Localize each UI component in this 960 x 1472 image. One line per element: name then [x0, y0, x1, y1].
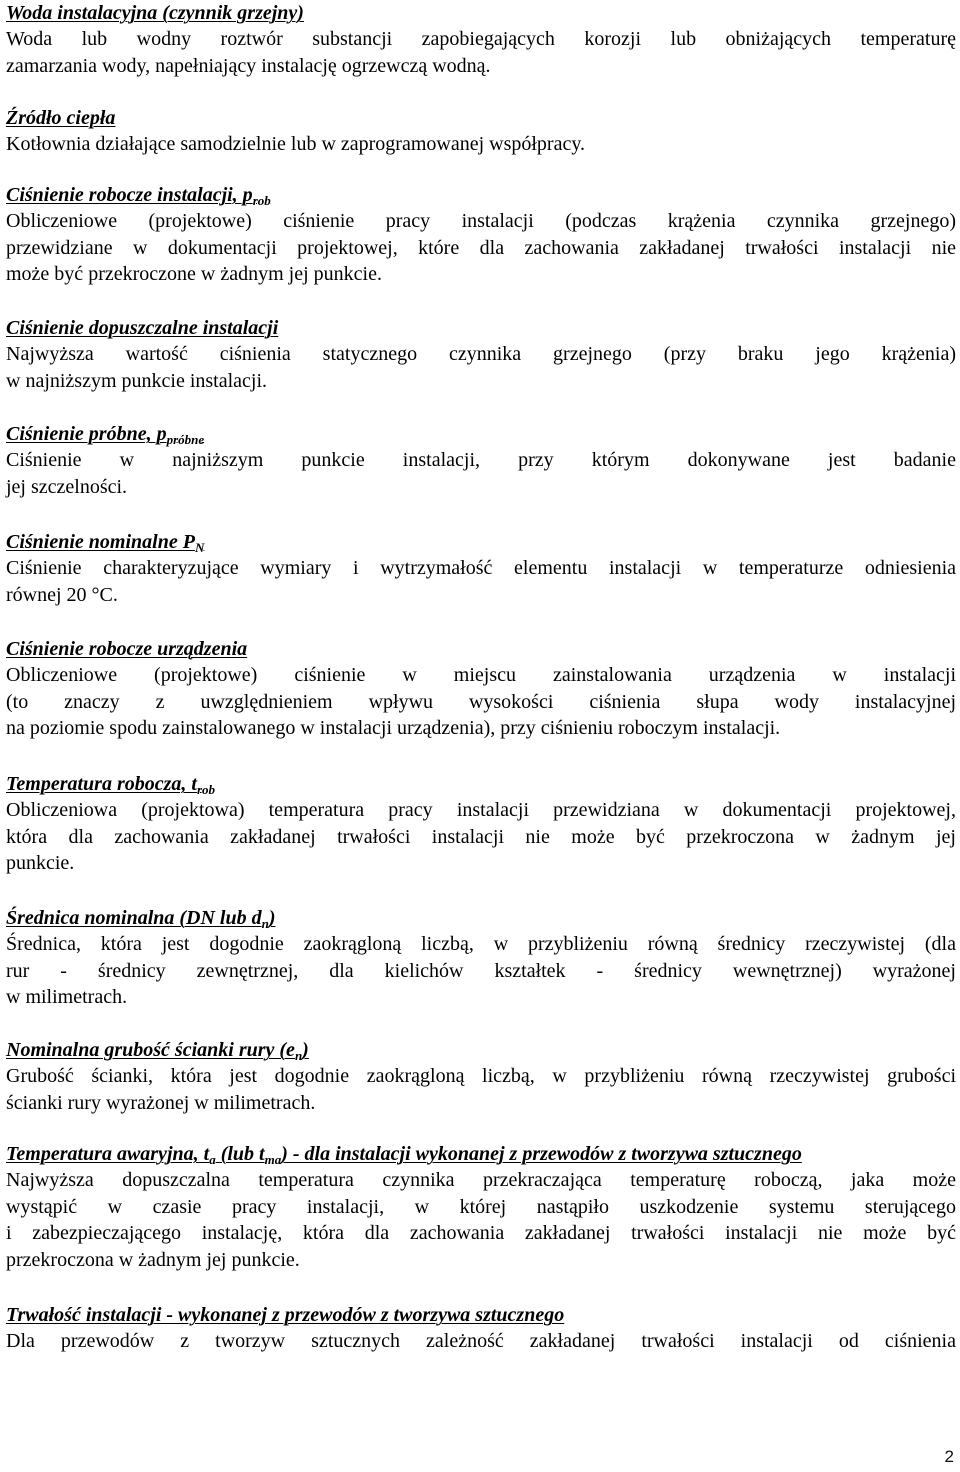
text-line: Ciśnienie charakteryzujące wymiary i wytrzymałość elementu instalacji w temperaturze odniesienia — [6, 557, 956, 579]
text-line: ścianki rury wyrażonej w milimetrach. — [6, 1091, 316, 1114]
text-line: w najniższym punkcie instalacji. — [6, 369, 268, 392]
text-line: zamarzania wody, napełniający instalację ogrzewczą wodną. — [6, 54, 491, 77]
definition-text — [6, 208, 956, 288]
definition-term: Ciśnienie dopuszczalne instalacji — [6, 317, 279, 339]
definition-text — [6, 931, 956, 1011]
definition-entry — [6, 0, 956, 79]
definition-term: Ciśnienie próbne, $p_{próbne}$ — [6, 423, 205, 447]
text-line: która dla zachowania zakładanej trwałości instalacji nie może być przekroczona w żadnym jej — [6, 825, 956, 848]
definition-term: Średnica nominalna (DN lub $d_n$) — [6, 907, 276, 931]
definition-text — [6, 447, 956, 500]
text-line: Grubość ścianki, która jest dogodnie zaokrągloną liczbą, w przybliżeniu równą rzeczywistej grubości — [6, 1065, 956, 1087]
definition-text — [6, 341, 956, 394]
definition-term: Ciśnienie robocze urządzenia — [6, 638, 248, 660]
text-line: (to znaczy z uwzględnieniem wpływu wysokości ciśnienia słupa wody instalacyjnej — [6, 690, 956, 713]
text-line: Woda lub wodny roztwór substancji zapobiegających korozji lub obniżających temperaturę — [6, 28, 956, 50]
definition-entry — [6, 905, 956, 1011]
page-number: 2 — [944, 1447, 954, 1466]
text-line: rur - średnicy zewnętrznej, dla kielichów kształtek - średnicy wewnętrznej) wyrażonej — [6, 959, 956, 982]
text-line: punkcie. — [6, 852, 75, 874]
definition-term: Ciśnienie nominalne $P_N$ — [6, 531, 205, 555]
definition-entry — [6, 1141, 956, 1273]
definition-entry — [6, 315, 956, 394]
definition-entry — [6, 182, 956, 288]
text-line: może być przekroczone w żadnym jej punkcie. — [6, 263, 382, 285]
definition-entry — [6, 421, 956, 500]
definition-entry — [6, 105, 956, 158]
definition-text — [6, 1167, 956, 1273]
definition-entry — [6, 529, 956, 608]
definition-term: Trwałość instalacji - wykonanej z przewodów z tworzywa sztucznego — [6, 1304, 565, 1326]
text-line: przekroczona w żadnym jej punkcie. — [6, 1248, 300, 1271]
text-line: Obliczeniowe (projektowe) ciśnienie pracy instalacji (podczas krążenia czynnika grzejnego) — [6, 210, 956, 232]
definition-term: Źródło ciepła — [6, 107, 116, 129]
text-line: jej szczelności. — [6, 475, 128, 498]
text-line: i zabezpieczającego instalację, która dla zachowania zakładanej trwałości instalacji nie może być — [6, 1222, 956, 1244]
text-line: Ciśnienie w najniższym punkcie instalacji, przy którym dokonywane jest badanie — [6, 449, 956, 471]
text-line: równej 20 °C. — [6, 583, 118, 606]
definition-entry — [6, 636, 956, 742]
text-line: na poziomie spodu zainstalowanego w instalacji urządzenia), przy ciśnieniu roboczym instalacji. — [6, 717, 781, 739]
definition-text — [6, 1063, 956, 1116]
definition-entry — [6, 771, 956, 877]
definition-term: Ciśnienie robocze instalacji, $p_{rob}$ — [6, 184, 271, 208]
text-line: Obliczeniowa (projektowa) temperatura pracy instalacji przewidziana w dokumentacji projektowej, — [6, 799, 956, 821]
text-line: w milimetrach. — [6, 986, 128, 1008]
text-line: Średnica, która jest dogodnie zaokrągloną liczbą, w przybliżeniu równą średnicy rzeczywistej (dla — [6, 933, 956, 955]
text-line: Obliczeniowe (projektowe) ciśnienie w miejscu zainstalowania urządzenia w instalacji — [6, 664, 956, 686]
definition-text — [6, 131, 956, 158]
definition-text — [6, 797, 956, 877]
text-line: Najwyższa wartość ciśnienia statycznego czynnika grzejnego (przy braku jego krążenia) — [6, 343, 956, 365]
definition-term: Nominalna grubość ścianki rury $(e_n)$ — [6, 1039, 309, 1063]
definition-term: Temperatura awaryjna, $t_a$ (lub $t_{ma}$) - dla instalacji wykonanej z przewodów z tworzywa sztucznego — [6, 1143, 802, 1167]
definition-entry — [6, 1037, 956, 1116]
definition-term: Woda instalacyjna (czynnik grzejny) — [6, 2, 304, 24]
text-line: Kotłownia działające samodzielnie lub w zaprogramowanej współpracy. — [6, 133, 586, 155]
text-line: wystąpić w czasie pracy instalacji, w której nastąpiło uszkodzenie systemu sterującego — [6, 1195, 956, 1218]
text-line: Najwyższa dopuszczalna temperatura czynnika przekraczająca temperaturę roboczą, jaka może — [6, 1169, 956, 1191]
definition-text — [6, 555, 956, 608]
definition-term: Temperatura robocza, $t_{rob}$ — [6, 773, 215, 797]
text-line: przewidziane w dokumentacji projektowej, które dla zachowania zakładanej trwałości instalacji nie — [6, 236, 956, 259]
definition-entry — [6, 1302, 956, 1355]
text-line: Dla przewodów z tworzyw sztucznych zależność zakładanej trwałości instalacji od ciśnienia — [6, 1330, 956, 1352]
definition-text — [6, 1328, 956, 1355]
definition-text — [6, 662, 956, 742]
definition-text — [6, 26, 956, 79]
